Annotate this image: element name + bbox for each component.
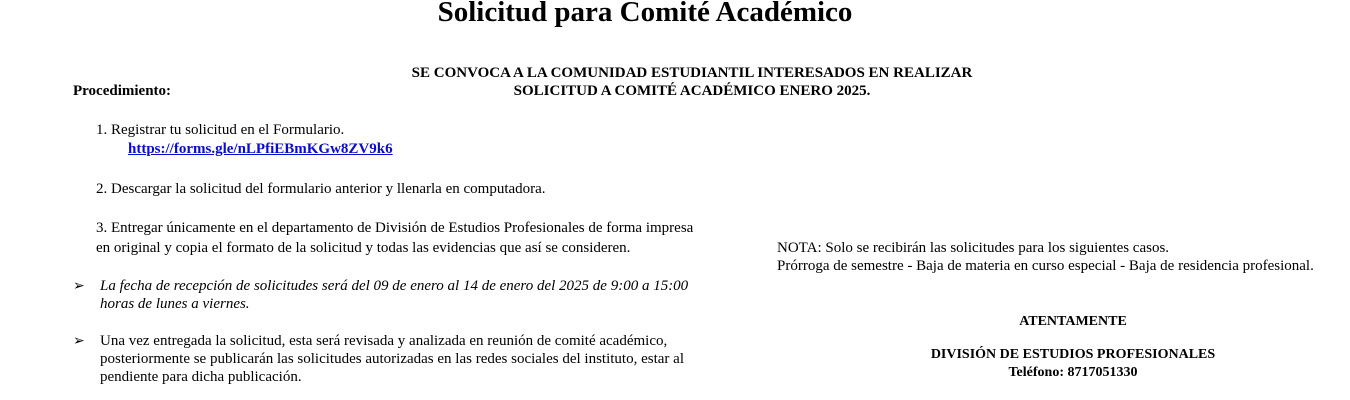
step-2-text: 2. Descargar la solicitud del formulario anterior y llenarla en computadora. [96, 181, 546, 197]
bullet-1-line-2: horas de lunes a viernes. [100, 296, 250, 312]
closing-text: ATENTAMENTE [1019, 314, 1127, 329]
procedure-heading: Procedimiento: [73, 83, 172, 99]
bullet-2-line-2: posteriormente se publicarán las solicitudes autorizadas en las redes sociales del instituto, estar al [100, 351, 684, 367]
nota-line-2: Prórroga de semestre - Baja de materia en curso especial - Baja de residencia profesional. [777, 258, 1314, 274]
bullet-2-line-3: pendiente para dicha publicación. [100, 369, 302, 385]
step-1-text: 1. Registrar tu solicitud en el Formulario. [96, 122, 345, 138]
arrow-bullet-icon: ➢ [73, 279, 85, 294]
step-3-line-1: 3. Entregar únicamente en el departamento de División de Estudios Profesionales de forma impresa [96, 220, 694, 236]
form-link[interactable]: https://forms.gle/nLPfiEBmKGw8ZV9k6 [128, 141, 393, 157]
bullet-2-line-1: Una vez entregada la solicitud, esta será revisada y analizada en reunión de comité académico, [100, 333, 668, 349]
page-title: Solicitud para Comité Académico [437, 0, 853, 28]
nota-line-1: NOTA: Solo se recibirán las solicitudes para los siguientes casos. [777, 240, 1170, 256]
step-3-line-2: en original y copia el formato de la solicitud y todas las evidencias que así se consideren. [96, 240, 631, 256]
announcement-line-2: SOLICITUD A COMITÉ ACADÉMICO ENERO 2025. [513, 83, 871, 99]
phone-number: Teléfono: 8717051330 [1008, 365, 1138, 380]
bullet-1-line-1: La fecha de recepción de solicitudes será del 09 de enero al 14 de enero del 2025 de 9:00 a 15:00 [100, 278, 689, 294]
department-name: DIVISIÓN DE ESTUDIOS PROFESIONALES [930, 347, 1216, 362]
announcement-line-1: SE CONVOCA A LA COMUNIDAD ESTUDIANTIL INTERESADOS EN REALIZAR [411, 65, 973, 81]
arrow-bullet-icon: ➢ [73, 334, 85, 349]
